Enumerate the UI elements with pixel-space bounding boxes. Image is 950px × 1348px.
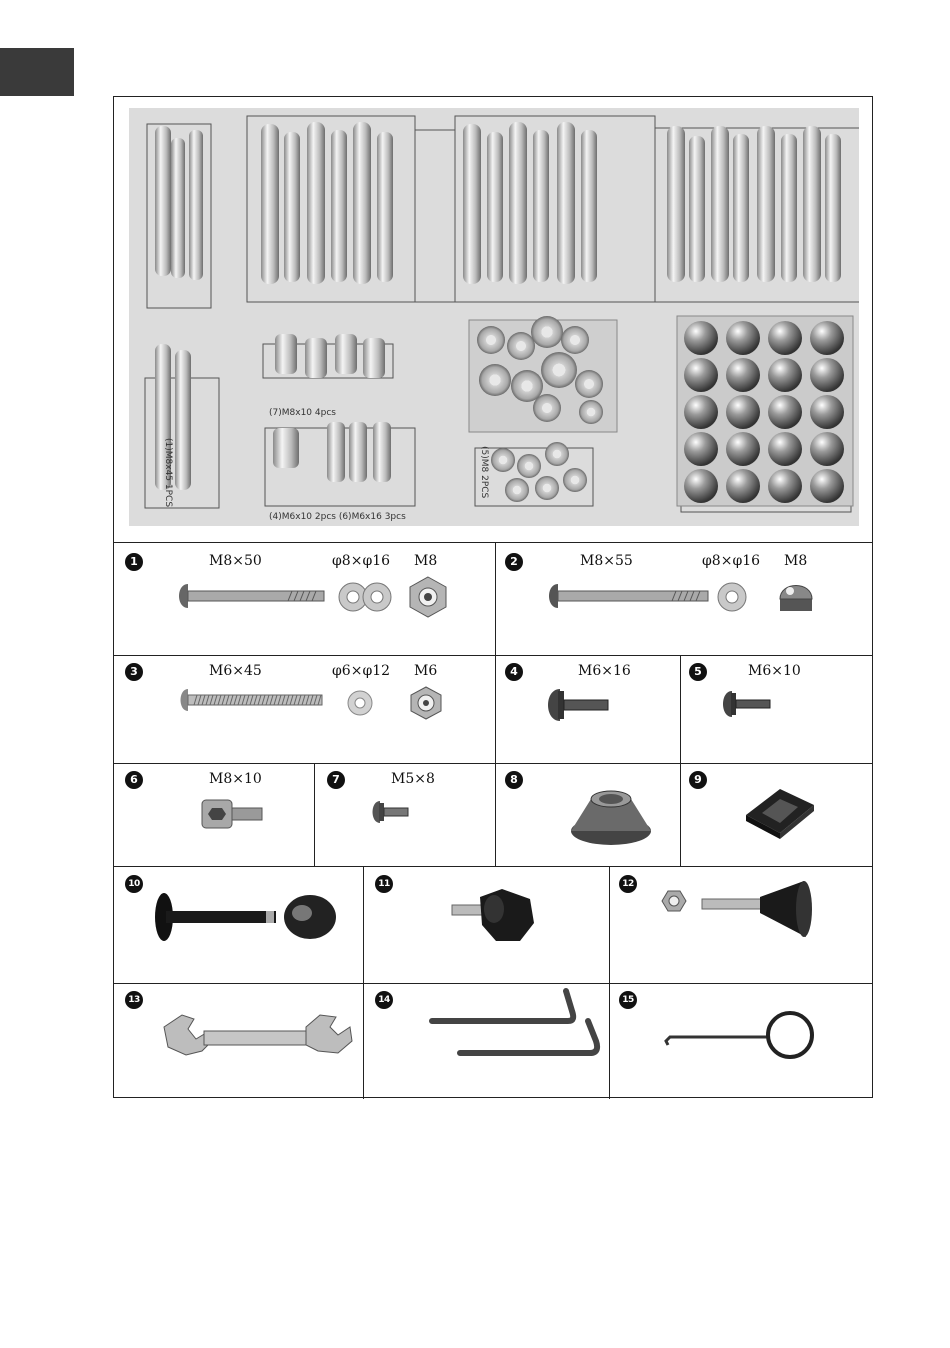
part-number-3: 3 <box>125 663 143 681</box>
steel-ball <box>810 321 844 355</box>
part-1-washer-label: φ8×φ16 <box>332 553 391 569</box>
language-tab <box>0 48 74 96</box>
part-6-bolt-label: M8×10 <box>209 771 262 787</box>
steel-ball <box>768 321 802 355</box>
part-number-4: 4 <box>505 663 523 681</box>
part-number-11: 11 <box>375 875 393 893</box>
part-number-10: 10 <box>125 875 143 893</box>
part-number-7: 7 <box>327 771 345 789</box>
steel-ball <box>810 432 844 466</box>
part-number-8: 8 <box>505 771 523 789</box>
part-1-nut-label: M8 <box>414 553 438 569</box>
pan-head-screw-icon <box>368 799 412 825</box>
grid-line <box>314 763 315 866</box>
grid-line <box>609 866 610 1099</box>
hardware-package-photo <box>129 108 859 526</box>
steel-ball <box>768 432 802 466</box>
part-number-5: 5 <box>689 663 707 681</box>
button-head-bolt-icon <box>176 687 326 715</box>
button-head-bolt-icon <box>174 582 334 612</box>
grid-line <box>114 655 872 656</box>
grid-line <box>114 542 872 543</box>
lock-nut-icon <box>406 575 450 619</box>
washer-icon <box>337 579 397 615</box>
part-number-9: 9 <box>689 771 707 789</box>
part-3-nut-label: M6 <box>414 663 438 679</box>
steel-ball <box>726 395 760 429</box>
photo-label-m8-nut: (5)M8 2PCS <box>479 446 489 499</box>
steel-ball <box>810 469 844 503</box>
part-number-13: 13 <box>125 991 143 1009</box>
steel-ball <box>768 395 802 429</box>
leveling-foot-icon <box>654 875 824 945</box>
socket-bolt-icon <box>718 689 774 719</box>
wrench-icon <box>160 1005 356 1069</box>
cone-foot-icon <box>566 781 656 851</box>
part-number-15: 15 <box>619 991 637 1009</box>
part-4-bolt-label: M6×16 <box>578 663 631 679</box>
part-number-2: 2 <box>505 553 523 571</box>
photo-label-m6x10-m6x16: (4)M6x10 2pcs (6)M6x16 3pcs <box>269 512 406 522</box>
part-7-bolt-label: M5×8 <box>391 771 435 787</box>
hardware-figure <box>113 96 873 1098</box>
square-end-cap-icon <box>740 781 820 841</box>
star-knob-bolt-icon <box>450 879 550 949</box>
grid-line <box>363 866 364 1099</box>
steel-ball <box>684 469 718 503</box>
steel-ball <box>684 358 718 392</box>
grid-line <box>495 542 496 866</box>
cap-nut-icon <box>776 577 816 617</box>
steel-ball <box>726 432 760 466</box>
part-5-bolt-label: M6×10 <box>748 663 801 679</box>
cap-screw-icon <box>200 797 266 831</box>
steel-ball <box>726 358 760 392</box>
part-3-washer-label: φ6×φ12 <box>332 663 391 679</box>
steel-ball <box>684 432 718 466</box>
steel-ball <box>768 358 802 392</box>
pin-and-knob-icon <box>152 887 342 947</box>
steel-ball <box>810 358 844 392</box>
part-3-bolt-label: M6×45 <box>209 663 262 679</box>
hardware-package-image <box>129 108 859 526</box>
photo-label-m8x45: (1)M8x45 1PCS <box>163 438 173 508</box>
grid-line <box>114 983 872 984</box>
part-2-nut-label: M8 <box>784 553 808 569</box>
washer-icon <box>346 689 374 717</box>
steel-ball <box>684 321 718 355</box>
grid-line <box>680 655 681 866</box>
steel-ball <box>726 321 760 355</box>
socket-bolt-icon <box>542 687 612 723</box>
grid-line <box>114 866 872 867</box>
part-2-washer-label: φ8×φ16 <box>702 553 761 569</box>
part-1-bolt-label: M8×50 <box>209 553 262 569</box>
steel-ball <box>684 395 718 429</box>
part-number-14: 14 <box>375 991 393 1009</box>
grid-line <box>114 763 872 764</box>
button-head-bolt-icon <box>544 582 714 612</box>
washer-icon <box>716 581 748 613</box>
part-number-1: 1 <box>125 553 143 571</box>
part-number-6: 6 <box>125 771 143 789</box>
photo-label-m8x10: (7)M8x10 4pcs <box>269 408 336 418</box>
lock-nut-icon <box>408 685 444 721</box>
lock-pin-ring-icon <box>662 1005 820 1065</box>
steel-ball <box>810 395 844 429</box>
steel-ball <box>768 469 802 503</box>
allen-key-icon <box>430 987 606 1077</box>
steel-ball <box>726 469 760 503</box>
part-2-bolt-label: M8×55 <box>580 553 633 569</box>
part-number-12: 12 <box>619 875 637 893</box>
